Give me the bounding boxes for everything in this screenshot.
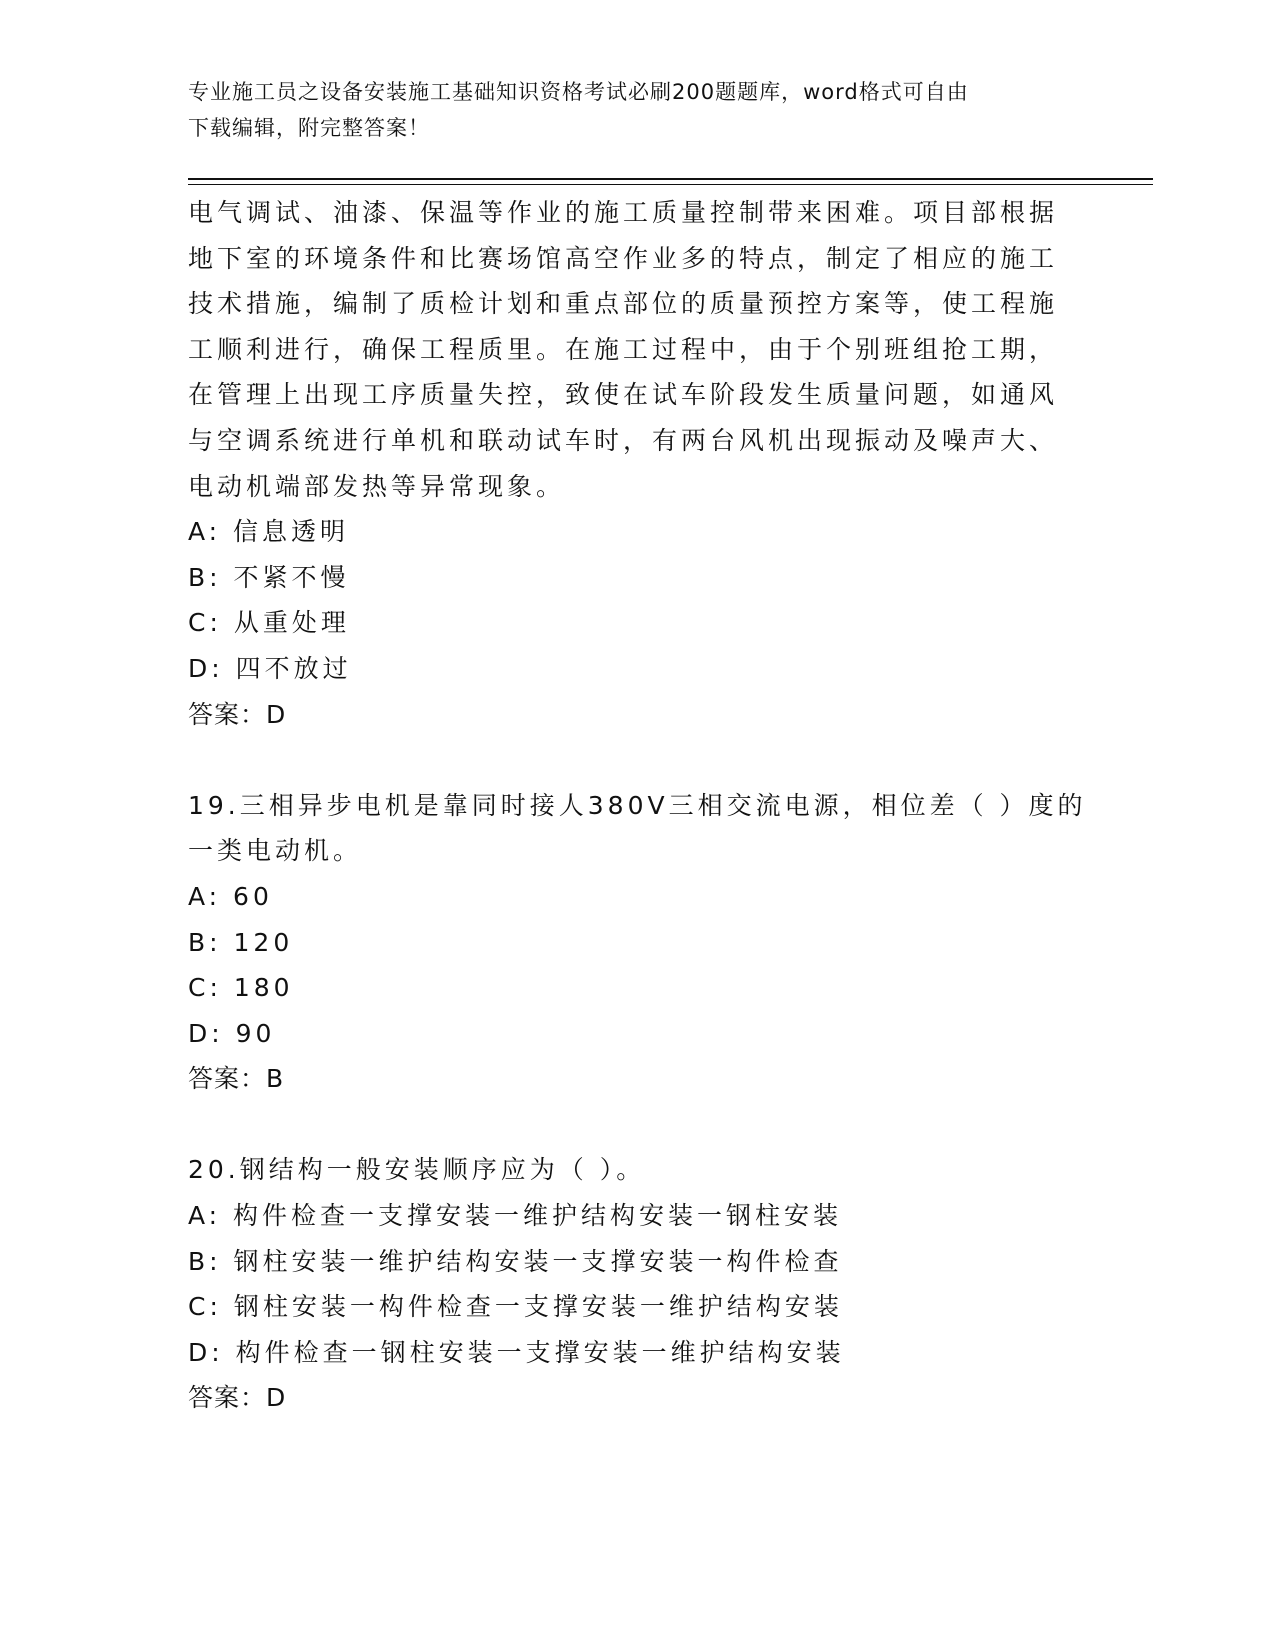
option-d: D: 构件检查一钢柱安装一支撑安装一维护结构安装 [188,1337,845,1367]
header-line-2: 下载编辑，附完整答案！ [188,116,430,140]
option-d: D: 四不放过 [188,653,352,683]
option-c: C: 钢柱安装一构件检查一支撑安装一维护结构安装 [188,1292,843,1322]
question-20-block [188,1147,1088,1421]
option-d: D: 90 [188,1018,276,1048]
question-stem-line: 电气调试、油漆、保温等作业的施工质量控制带来困难。项目部根据 [188,198,1059,227]
question-stem-line: 技术措施，编制了质检计划和重点部位的质量预控方案等，使工程施 [188,289,1059,319]
header-line-1: 专业施工员之设备安装施工基础知识资格考试必刷200题题库，word格式可自由 [188,80,969,104]
question-18-block [188,190,1088,737]
answer-line: 答案：B [188,1064,285,1094]
header-divider-thick [188,178,1153,180]
question-stem-line: 20.钢结构一般安装顺序应为（ ）。 [188,1155,646,1185]
option-c: C: 从重处理 [188,608,350,638]
option-b: B: 不紧不慢 [188,562,350,592]
answer-line: 答案：D [188,1383,287,1413]
question-spacer [188,1102,1088,1148]
option-b: B: 120 [188,927,294,957]
option-a: A: 60 [188,881,273,911]
question-stem-line: 19.三相异步电机是靠同时接人380V三相交流电源，相位差（ ）度的 [188,790,1087,820]
question-stem-line: 电动机端部发热等异常现象。 [188,471,566,501]
option-a: A: 构件检查一支撑安装一维护结构安装一钢柱安装 [188,1201,843,1231]
answer-line: 答案：D [188,699,287,729]
option-b: B: 钢柱安装一维护结构安装一支撑安装一构件检查 [188,1246,843,1276]
header-divider-thin [188,184,1153,185]
question-stem-line: 与空调系统进行单机和联动试车时，有两台风机出现振动及噪声大、 [188,425,1059,455]
question-stem-line: 一类电动机。 [188,836,363,866]
option-c: C: 180 [188,973,294,1003]
question-spacer [188,737,1088,783]
question-stem-line: 地下室的环境条件和比赛场馆高空作业多的特点，制定了相应的施工 [188,243,1059,273]
document-body [188,190,1088,1421]
question-19-block [188,783,1088,1102]
question-stem-line: 在管理上出现工序质量失控，致使在试车阶段发生质量问题，如通风 [188,380,1059,410]
question-stem-line: 工顺利进行，确保工程质里。在施工过程中，由于个别班组抢工期， [188,334,1059,364]
option-a: A: 信息透明 [188,517,350,547]
document-header [188,74,1088,146]
